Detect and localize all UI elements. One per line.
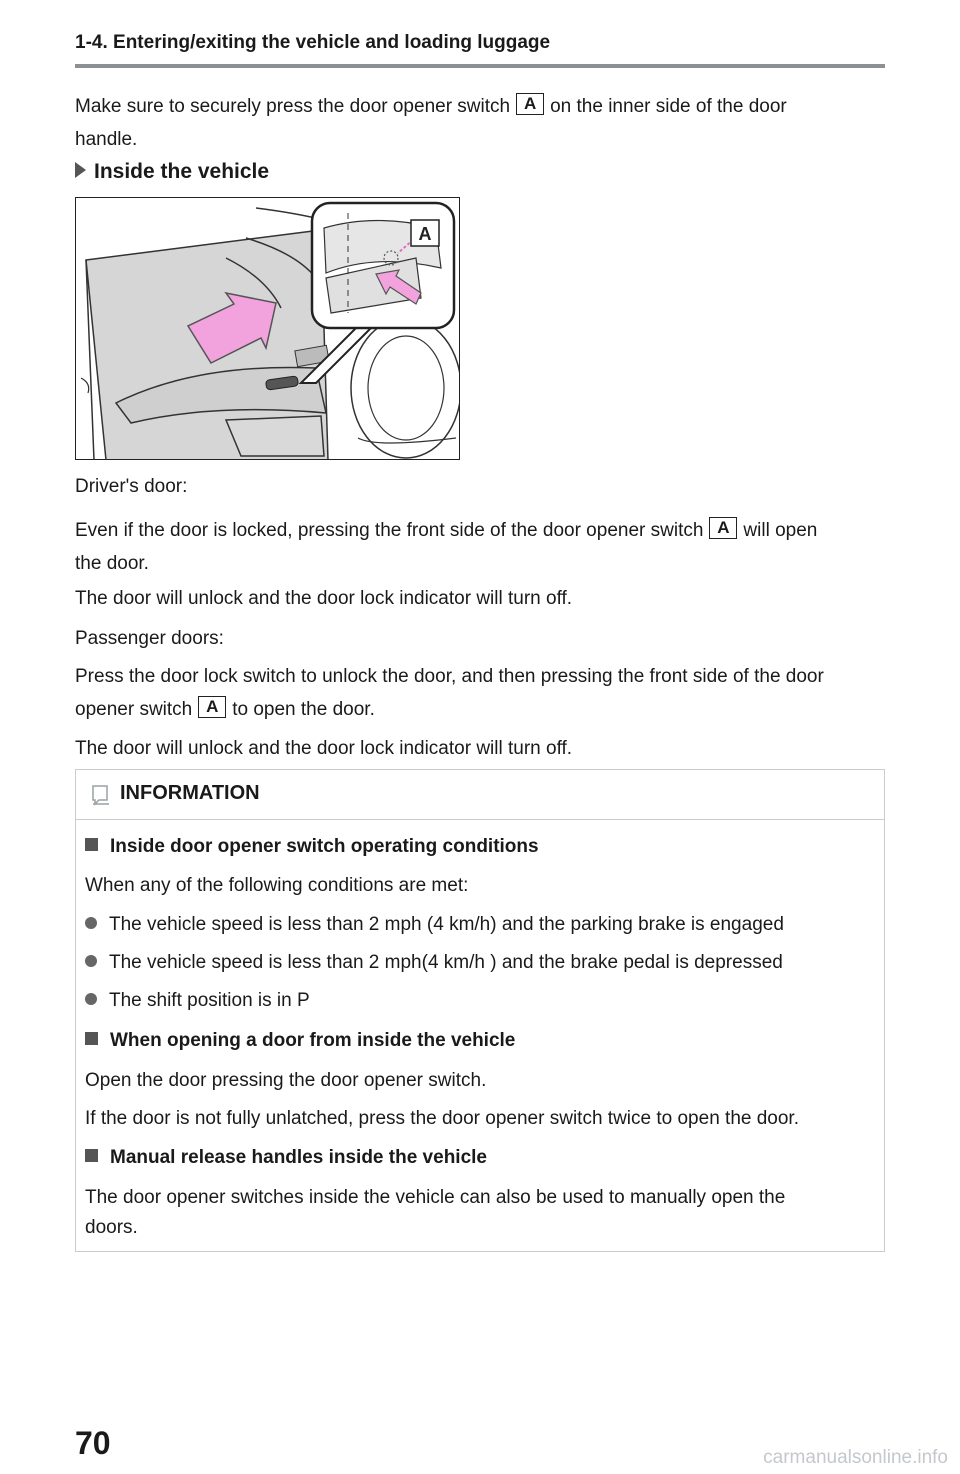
note-icon [91, 784, 111, 808]
door-illustration [75, 197, 460, 460]
info-heading-text-3: Manual release handles inside the vehicle [110, 1147, 487, 1168]
page-number: 70 [75, 1425, 111, 1461]
section-header: 1-4. Entering/exiting the vehicle and loading luggage [75, 32, 551, 53]
round-bullet-icon [85, 993, 97, 1005]
info-s1-bullet-text: The vehicle speed is less than 2 mph (4 km/h) and the parking brake is engaged [109, 914, 784, 935]
info-section-heading-2 [85, 1026, 875, 1056]
triangle-bullet-icon [75, 162, 86, 178]
information-header [76, 770, 884, 820]
drivers-door-text-after: will open [743, 520, 818, 541]
subheading [75, 160, 269, 184]
passenger-doors-text-before: opener switch [75, 699, 193, 720]
intro-paragraph [75, 90, 875, 156]
info-s3-line1: The door opener switches inside the vehicle can also be used to manually open the [85, 1187, 786, 1208]
info-s1-bullet [85, 910, 875, 940]
info-s1-bullet-text: The shift position is in P [109, 990, 310, 1011]
info-heading-text-2: When opening a door from inside the vehicle [110, 1030, 516, 1051]
intro-text-after: on the inner side of the door [550, 96, 787, 117]
info-s2-line2: If the door is not fully unlatched, press the door opener switch twice to open the door. [85, 1108, 799, 1129]
info-s2-line1: Open the door pressing the door opener switch. [85, 1070, 487, 1091]
callout-badge: A [198, 696, 226, 718]
square-bullet-icon [85, 1032, 98, 1045]
drivers-door-text-line2: the door. [75, 553, 149, 574]
subheading-text: Inside the vehicle [94, 160, 270, 183]
info-heading-text-1: Inside door opener switch operating conditions [110, 836, 539, 857]
drivers-door-text-before: Even if the door is locked, pressing the front side of the door opener switch [75, 520, 704, 541]
callout-badge: A [709, 517, 737, 539]
info-section-heading-3 [85, 1143, 875, 1173]
info-s1-bullet-text: The vehicle speed is less than 2 mph(4 km/h ) and the brake pedal is depressed [109, 952, 783, 973]
callout-badge: A [516, 93, 544, 115]
information-title: INFORMATION [120, 782, 260, 804]
information-box [75, 769, 885, 1252]
passenger-doors-unlock-note: The door will unlock and the door lock indicator will turn off. [75, 738, 573, 759]
figure-callout-label: A [418, 224, 432, 244]
info-s3-line2: doors. [85, 1217, 138, 1238]
info-s1-bullet [85, 948, 875, 978]
info-s1-bullet [85, 986, 875, 1016]
info-s1-intro: When any of the following conditions are met: [85, 875, 469, 896]
passenger-doors-text-after: to open the door. [232, 699, 375, 720]
door-interior-drawing [76, 198, 459, 459]
passenger-doors-label: Passenger doors: [75, 628, 224, 649]
round-bullet-icon [85, 917, 97, 929]
intro-text-line2: handle. [75, 129, 138, 150]
passenger-doors-line1: Press the door lock switch to unlock the door, and then pressing the front side of the door [75, 666, 824, 687]
square-bullet-icon [85, 838, 98, 851]
round-bullet-icon [85, 955, 97, 967]
watermark: carmanualsonline.info [763, 1447, 948, 1468]
passenger-doors-paragraph [75, 660, 875, 726]
square-bullet-icon [85, 1149, 98, 1162]
info-s3-paragraph [85, 1183, 875, 1243]
intro-text-before: Make sure to securely press the door opener switch [75, 96, 511, 117]
header-rule [75, 64, 885, 68]
drivers-door-label: Driver's door: [75, 476, 188, 497]
info-section-heading-1 [85, 832, 875, 862]
drivers-door-paragraph [75, 514, 875, 580]
drivers-door-unlock-note: The door will unlock and the door lock indicator will turn off. [75, 588, 573, 609]
